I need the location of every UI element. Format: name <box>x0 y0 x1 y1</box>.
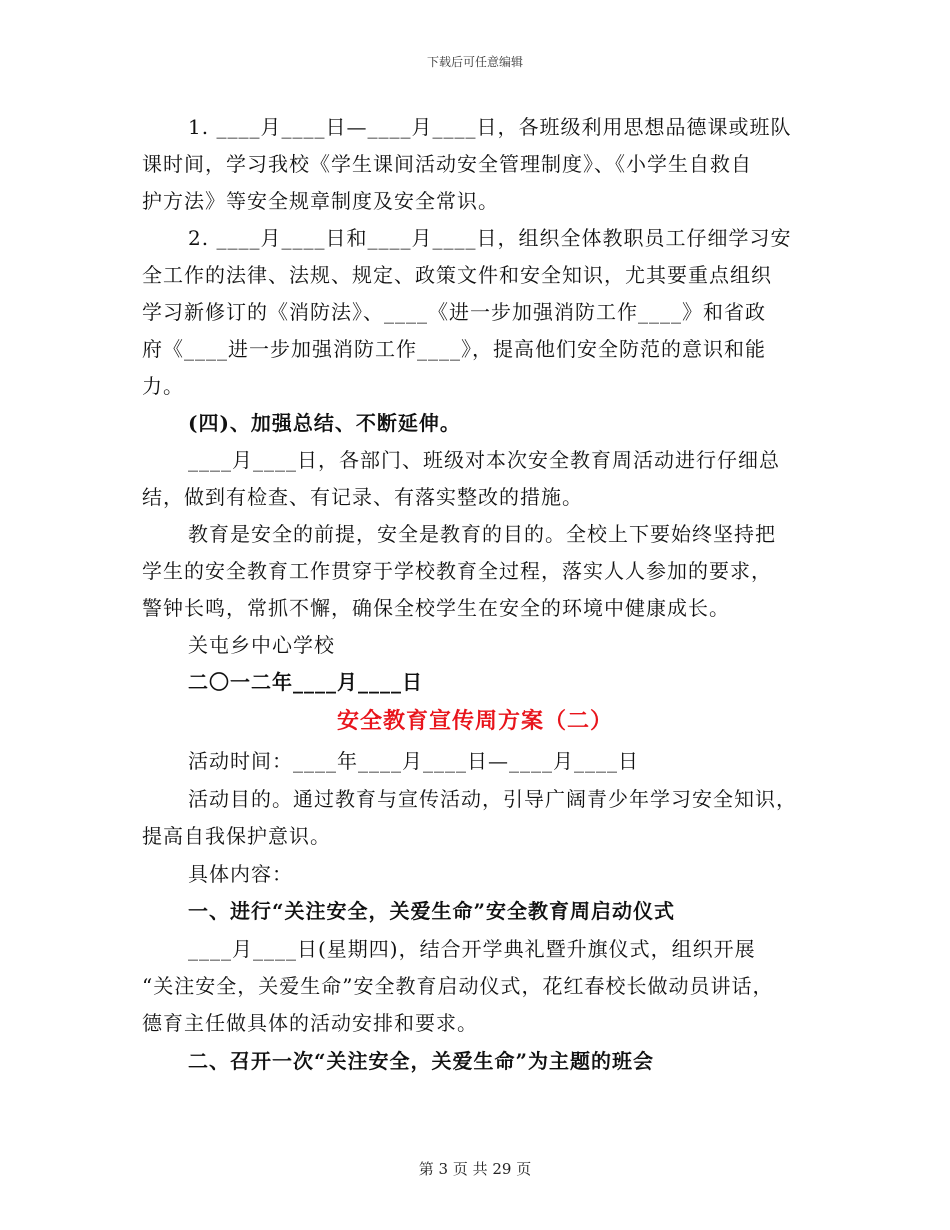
signature-school: 关屯乡中心学校 <box>188 633 335 657</box>
page-header: 下载后可任意编辑 <box>426 55 523 69</box>
paragraph-line: 德育主任做具体的活动安排和要求。 <box>142 1011 478 1035</box>
paragraph-line: 结，做到有检查、有记录、有落实整改的措施。 <box>142 485 583 509</box>
paragraph-line: 护方法》等安全规章制度及安全常识。 <box>142 189 499 213</box>
paragraph-line: 2. ____月____日和____月____日，组织全体教职员工仔细学习安 <box>188 226 792 250</box>
paragraph-line: 具体内容： <box>188 862 293 886</box>
signature-date: 二〇一二年____月____日 <box>188 670 423 694</box>
paragraph-line: 学生的安全教育工作贯穿于学校教育全过程，落实人人参加的要求， <box>142 559 772 583</box>
paragraph-line: 课时间，学习我校《学生课间活动安全管理制度》、《小学生自救自 <box>142 152 752 176</box>
paragraph-line: 教育是安全的前提，安全是教育的目的。全校上下要始终坚持把 <box>188 522 776 546</box>
paragraph-line: 活动目的。通过教育与宣传活动，引导广阔青少年学习安全知识， <box>188 787 797 811</box>
section-heading: 一、进行“关注安全，关爱生命”安全教育周启动仪式 <box>188 899 676 923</box>
section-heading: (四)、加强总结、不断延伸。 <box>188 411 461 435</box>
paragraph-line: ____月____日，各部门、班级对本次安全教育周活动进行仔细总 <box>188 448 780 472</box>
paragraph-line: 力。 <box>142 374 184 398</box>
paragraph-line: “关注安全，关爱生命”安全教育启动仪式，花红春校长做动员讲话， <box>142 974 774 998</box>
paragraph-line: 警钟长鸣，常抓不懈，确保全校学生在安全的环境中健康成长。 <box>142 596 730 620</box>
section-title: 安全教育宣传周方案（二） <box>336 708 613 734</box>
paragraph-line: 府《____进一步加强消防工作____》，提高他们安全防范的意识和能 <box>142 337 766 361</box>
paragraph-line: 学习新修订的《消防法》、____《进一步加强消防工作____》和省政 <box>142 300 766 324</box>
paragraph-line: 全工作的法律、法规、规定、政策文件和安全知识，尤其要重点组织 <box>142 263 772 287</box>
paragraph-line: 1. ____月____日—____月____日，各班级利用思想品德课或班队 <box>188 115 792 139</box>
paragraph-line: 活动时间：____年____月____日—____月____日 <box>188 749 639 773</box>
paragraph-line: ____月____日(星期四)，结合开学典礼暨升旗仪式，组织开展 <box>188 937 756 961</box>
page-footer: 第 3 页 共 29 页 <box>418 1160 532 1178</box>
paragraph-line: 提高自我保护意识。 <box>142 824 331 848</box>
section-heading: 二、召开一次“关注安全，关爱生命”为主题的班会 <box>188 1049 655 1073</box>
